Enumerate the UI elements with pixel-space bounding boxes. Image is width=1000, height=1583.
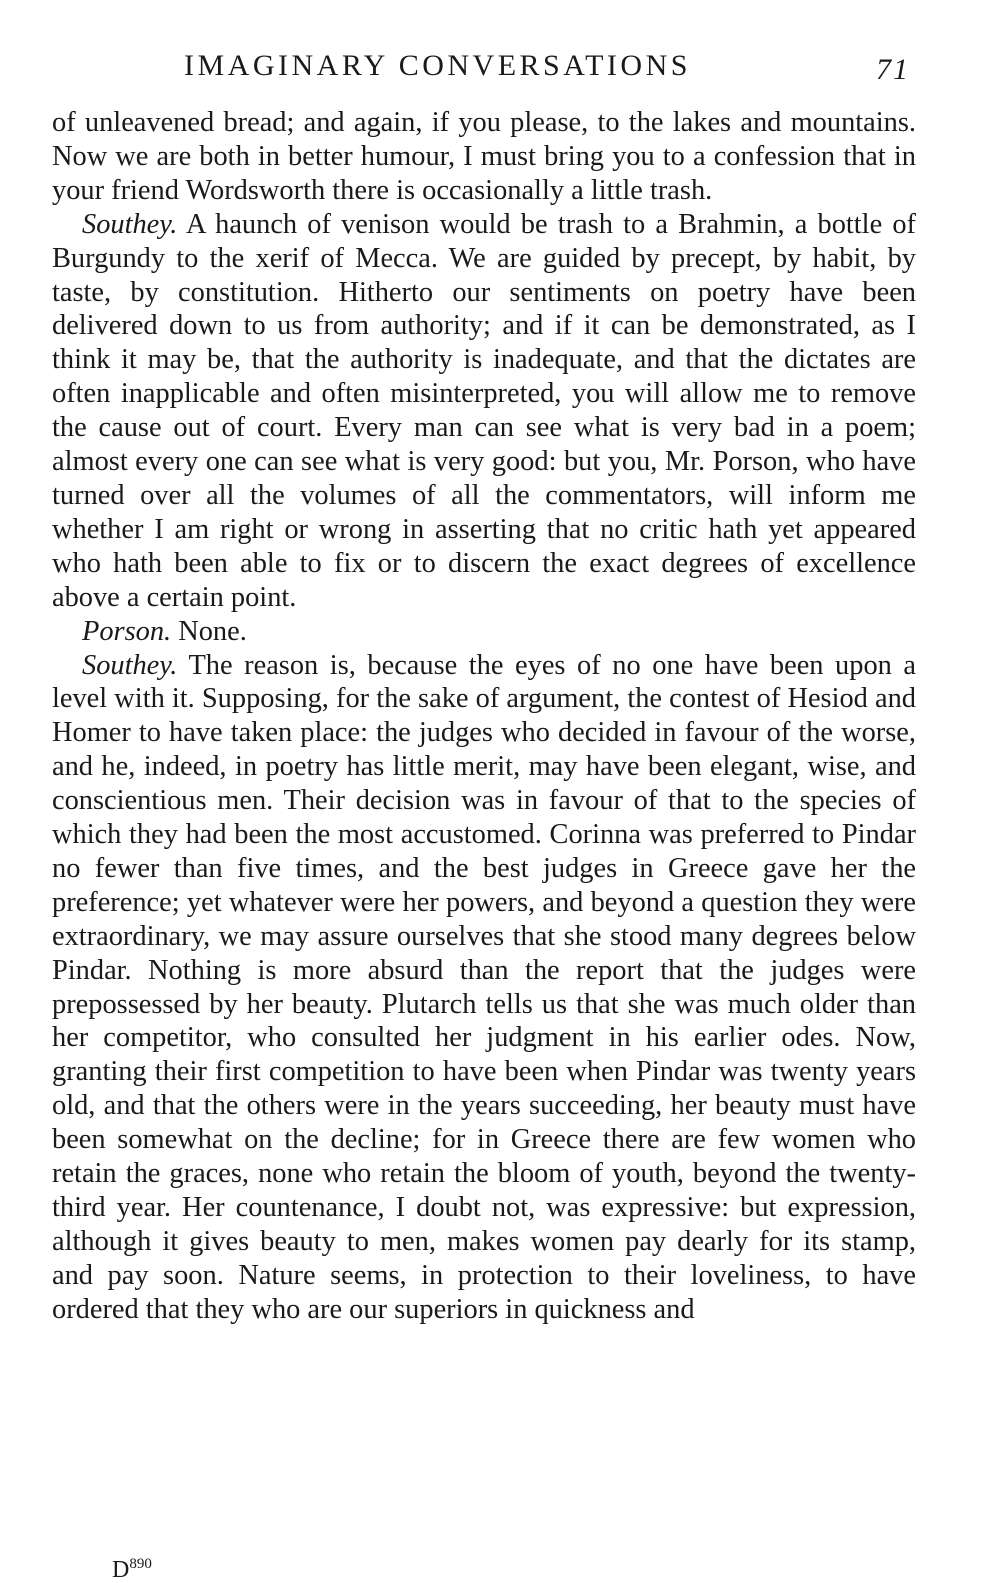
paragraph-text: of unleavened bread; and again, if you please, to the lakes and mountains. Now we are both in better humour, I must bring you to a confession that in your friend Wordsworth there is occasionally a little trash. xyxy=(52,107,916,206)
speaker-name: Porson. xyxy=(82,615,172,647)
signature-number: 890 xyxy=(129,1556,152,1572)
paragraph-continuation xyxy=(52,106,916,208)
signature-mark xyxy=(112,1552,152,1582)
paragraph-southey-2 xyxy=(52,649,916,1327)
speaker-name: Southey. xyxy=(82,208,178,240)
book-page xyxy=(52,0,916,1327)
page-number: 71 xyxy=(876,53,910,86)
speaker-name: Southey. xyxy=(82,649,178,681)
body-text xyxy=(52,106,916,1327)
paragraph-text: A haunch of venison would be trash to a Brahmin, a bottle of Burgundy to the xerif of Mecca. We are guided by precept, by habit, by taste, by constitution. Hitherto our sentiments on poetry have been delivered down to us from authority; and if it can be demonstrated, as I think it may be, that the authority is inadequate, and that the dictates are often inapplicable and often misinterpreted, you will allow me to remove the cause out of court. Every man can see what is very bad in a poem; almost every one can see what is very good: but you, Mr. Porson, who have turned over all the volumes of all the commentators, will inform me whether I am right or wrong in asserting that no critic hath yet appeared who hath been able to fix or to discern the exact degrees of excellence above a certain point. xyxy=(52,208,916,613)
signature-letter: D xyxy=(112,1557,130,1583)
running-title: IMAGINARY CONVERSATIONS xyxy=(184,49,691,82)
paragraph-text: None. xyxy=(178,615,247,647)
paragraph-porson xyxy=(52,615,916,649)
running-head xyxy=(52,0,916,106)
paragraph-text: The reason is, because the eyes of no one have been upon a level with it. Supposing, for the sake of argument, the contest of Hesiod and Homer to have taken place: the judges who decided in favour of the worse, and he, indeed, in poetry has little merit, may have been elegant, wise, and conscientious men. Their decision was in favour of that to the species of which they had been the most accustomed. Corinna was preferred to Pindar no fewer than five times, and the best judges in Greece gave her the preference; yet whatever were her powers, and beyond a question they were extraordinary, we may assure ourselves that she stood many degrees below Pindar. Nothing is more absurd than the report that the judges were prepossessed by her beauty. Plutarch tells us that she was much older than her competitor, who consulted her judgment in his earlier odes. Now, granting their first competition to have been when Pindar was twenty years old, and that the others were in the years succeeding, her beauty must have been somewhat on the decline; for in Greece there are few women who retain the graces, none who retain the bloom of youth, beyond the twenty-third year. Her countenance, I doubt not, was expressive: but expression, although it gives beauty to men, makes women pay dearly for its stamp, and pay soon. Nature seems, in protection to their loveliness, to have ordered that they who are our superiors in quickness and xyxy=(52,649,916,1325)
paragraph-southey-1 xyxy=(52,208,916,615)
